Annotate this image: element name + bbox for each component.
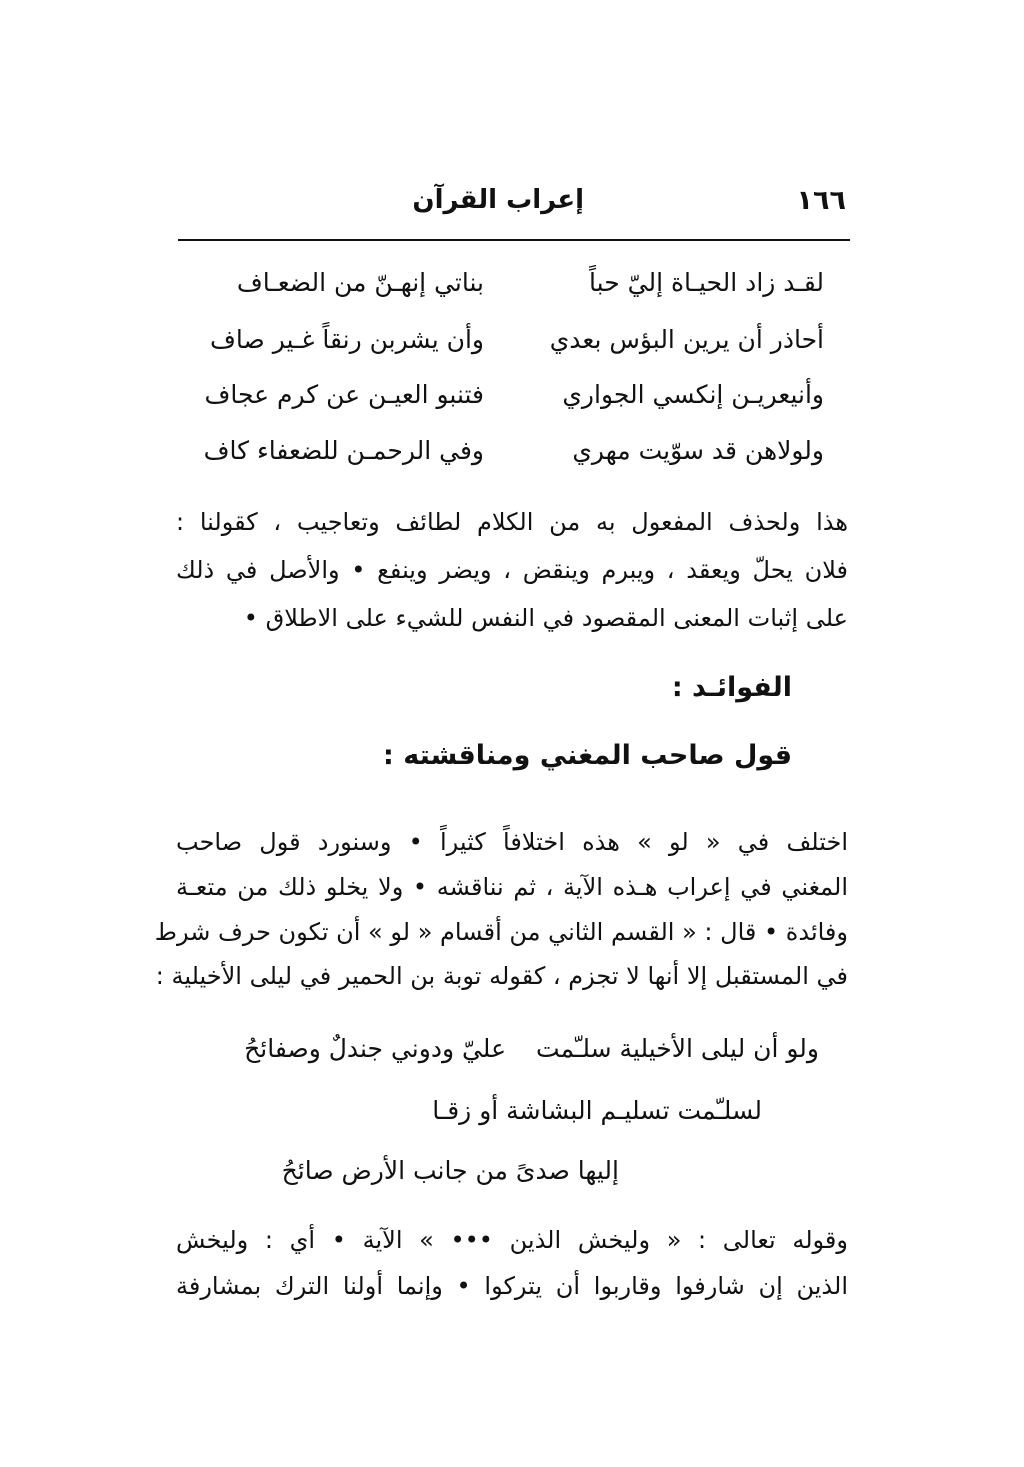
verse-4-second-hemistich: وفي الرحمـن للضعفاء كاف	[203, 436, 484, 465]
paragraph-1-line-2: فلان يحلّ ويعقد ، ويبرم وينقض ، ويضر وينفع • والأصل في ذلك	[176, 556, 848, 584]
verse-2-first-hemistich: أحاذر أن يرين البؤس بعدي	[549, 325, 824, 354]
paragraph-2-line-3: وفائدة • قال : « القسم الثاني من أقسام « لو » أن تكون حرف شرط	[154, 918, 848, 946]
page-number: ١٦٦	[796, 185, 846, 216]
verse-3-second-hemistich: فتنبو العيـن عن كرم عجاف	[204, 380, 484, 409]
verse-4-first-hemistich: ولولاهن قد سوّيت مهري	[572, 436, 824, 465]
paragraph-3-line-1: وقوله تعالى : « وليخش الذين ••• » الآية • أي : وليخش	[176, 1226, 848, 1254]
poem-line-2: لسلـّمت تسليـم البشاشة أو زقـا	[432, 1096, 762, 1125]
paragraph-1-line-3: على إثبات المعنى المقصود في النفس للشيء على الاطلاق •	[243, 604, 848, 632]
paragraph-1-line-1: هذا ولحذف المفعول به من الكلام لطائف وتعاجيب ، كقولنا :	[176, 508, 848, 536]
poem-line-3: إليها صدىً من جانب الأرض صائحُ	[281, 1156, 619, 1185]
header-divider	[178, 239, 850, 241]
section-heading-benefits: الفوائـد :	[671, 672, 792, 703]
paragraph-3-line-2: الذين إن شارفوا وقاربوا أن يتركوا • وإنما أولنا الترك بمشارفة	[176, 1272, 848, 1300]
paragraph-2-line-4: في المستقبل إلا أنها لا تجزم ، كقوله توبة بن الحمير في ليلى الأخيلية :	[155, 962, 848, 990]
verse-3-first-hemistich: وأنيعريـن إنكسي الجواري	[562, 380, 824, 409]
poem-line-1-second-hemistich: عليّ ودوني جندلٌ وصفائحُ	[244, 1034, 506, 1063]
poem-line-1-first-hemistich: ولو أن ليلى الأخيلية سلـّمت	[536, 1034, 819, 1063]
paragraph-2-line-2: المغني في إعراب هـذه الآية ، ثم نناقشه • ولا يخلو ذلك من متعـة	[176, 873, 848, 901]
paragraph-2-line-1: اختلف في « لو » هذه اختلافاً كثيراً • وسنورد قول صاحب	[176, 828, 848, 856]
verse-1-second-hemistich: بناتي إنهـنّ من الضعـاف	[236, 268, 484, 297]
verse-2-second-hemistich: وأن يشربن رنقاً غـير صاف	[210, 325, 484, 354]
verse-1-first-hemistich: لقـد زاد الحيـاة إليّ حباً	[589, 268, 824, 297]
running-header-title: إعراب القرآن	[412, 185, 584, 215]
subsection-heading: قول صاحب المغني ومناقشته :	[383, 740, 792, 771]
